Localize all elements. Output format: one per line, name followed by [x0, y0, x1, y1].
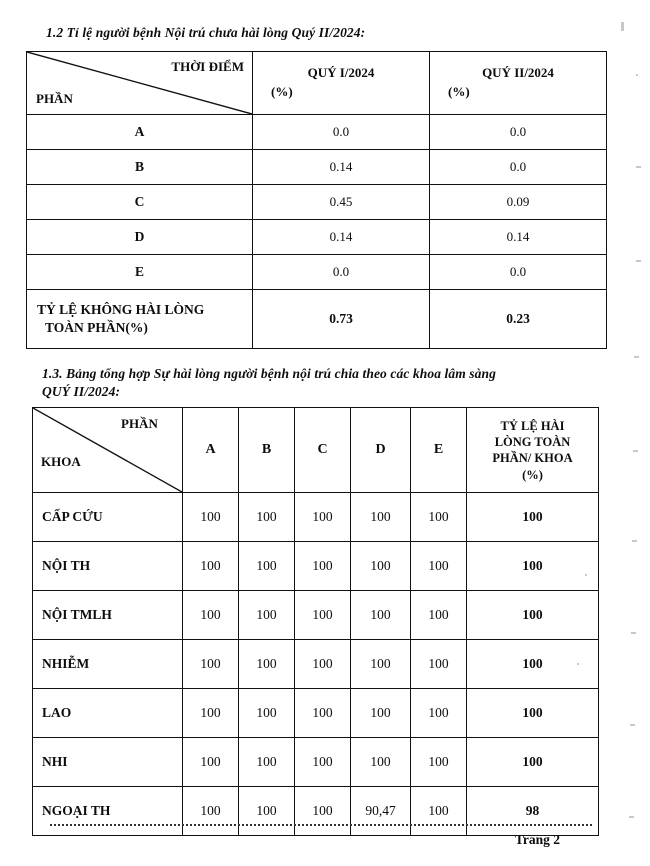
- cell-a: 100: [183, 787, 239, 836]
- scan-speck: [631, 632, 636, 634]
- header-rate-line3: PHẦN/ KHOA: [492, 451, 573, 466]
- cell-b: 100: [239, 542, 295, 591]
- footer-divider: [50, 824, 592, 826]
- corner-diagonal-cell: [27, 51, 253, 114]
- header-rate-line1: TỶ LỆ HÀI: [500, 418, 565, 433]
- scan-speck: [577, 663, 579, 665]
- header-col-e: E: [411, 408, 467, 493]
- scan-speck: [630, 724, 635, 726]
- cell-d: 100: [351, 493, 411, 542]
- cell-b: 100: [239, 787, 295, 836]
- table-row: [33, 640, 599, 689]
- table-row: [27, 184, 607, 219]
- total-label-line2: TOÀN PHẦN(%): [45, 319, 148, 335]
- header-quy-2-unit: (%): [448, 83, 470, 99]
- section-heading-1-3: [42, 365, 616, 401]
- corner-diagonal-cell: [33, 408, 183, 493]
- cell-c: 100: [295, 493, 351, 542]
- table-header-row: [33, 408, 599, 493]
- table-row: [27, 254, 607, 289]
- header-quy-1: [253, 51, 430, 114]
- cell-e: 100: [411, 738, 467, 787]
- cell-total: 100: [467, 738, 599, 787]
- cell-q2: 0.0: [430, 149, 607, 184]
- cell-q2: 0.14: [430, 219, 607, 254]
- total-q1: 0.73: [253, 289, 430, 348]
- scan-speck: [585, 574, 587, 576]
- diagonal-line-icon: [33, 408, 182, 492]
- cell-c: 100: [295, 787, 351, 836]
- section-heading-1-3-line2: QUÝ II/2024:: [42, 383, 121, 399]
- row-department: NỘI TMLH: [33, 591, 183, 640]
- cell-c: 100: [295, 591, 351, 640]
- cell-total: 100: [467, 640, 599, 689]
- table-row: [33, 689, 599, 738]
- table-row: [33, 542, 599, 591]
- corner-label-bottom: KHOA: [41, 454, 81, 470]
- table-row: [27, 219, 607, 254]
- row-department: NỘI TH: [33, 542, 183, 591]
- cell-c: 100: [295, 689, 351, 738]
- total-q2: 0.23: [430, 289, 607, 348]
- header-col-d: D: [351, 408, 411, 493]
- cell-b: 100: [239, 591, 295, 640]
- cell-total: 98: [467, 787, 599, 836]
- page-number: Trang 2: [514, 832, 560, 847]
- header-col-b: B: [239, 408, 295, 493]
- section-heading-1-3-line1: 1.3. Bảng tổng hợp Sự hài lòng người bệnh nội trú chia theo các khoa lâm sàng: [42, 365, 496, 381]
- row-label: E: [27, 254, 253, 289]
- cell-b: 100: [239, 493, 295, 542]
- cell-q2: 0.09: [430, 184, 607, 219]
- row-label: B: [27, 149, 253, 184]
- cell-a: 100: [183, 640, 239, 689]
- cell-e: 100: [411, 640, 467, 689]
- cell-e: 100: [411, 787, 467, 836]
- cell-e: 100: [411, 493, 467, 542]
- header-col-a: A: [183, 408, 239, 493]
- table-row: [33, 591, 599, 640]
- cell-b: 100: [239, 689, 295, 738]
- header-rate-line2: LÒNG TOÀN: [494, 435, 571, 450]
- header-col-c: C: [295, 408, 351, 493]
- scan-speck: [621, 22, 624, 31]
- corner-label-top: THỜI ĐIỂM: [171, 58, 244, 74]
- scan-speck: [636, 74, 638, 76]
- header-quy-1-title: QUÝ I/2024: [307, 64, 375, 80]
- cell-d: 100: [351, 640, 411, 689]
- cell-q1: 0.45: [253, 184, 430, 219]
- header-quy-2-title: QUÝ II/2024: [482, 64, 554, 80]
- cell-q2: 0.0: [430, 114, 607, 149]
- cell-total: 100: [467, 493, 599, 542]
- cell-c: 100: [295, 738, 351, 787]
- cell-q1: 0.0: [253, 254, 430, 289]
- cell-c: 100: [295, 542, 351, 591]
- header-quy-2: [430, 51, 607, 114]
- cell-total: 100: [467, 542, 599, 591]
- table-row: [27, 149, 607, 184]
- total-label: [27, 289, 253, 348]
- scan-speck: [632, 540, 637, 542]
- row-department: CẤP CỨU: [33, 493, 183, 542]
- table-row: [33, 738, 599, 787]
- cell-total: 100: [467, 689, 599, 738]
- cell-d: 90,47: [351, 787, 411, 836]
- cell-e: 100: [411, 689, 467, 738]
- cell-d: 100: [351, 591, 411, 640]
- total-label-line1: TỶ LỆ KHÔNG HÀI LÒNG: [37, 301, 205, 317]
- cell-a: 100: [183, 689, 239, 738]
- cell-d: 100: [351, 689, 411, 738]
- cell-q1: 0.14: [253, 219, 430, 254]
- cell-e: 100: [411, 542, 467, 591]
- page-footer: [26, 824, 616, 848]
- scan-speck: [634, 356, 639, 358]
- cell-total: 100: [467, 591, 599, 640]
- cell-a: 100: [183, 493, 239, 542]
- header-rate-total: [467, 408, 599, 493]
- cell-b: 100: [239, 738, 295, 787]
- header-quy-1-unit: (%): [271, 83, 293, 99]
- row-department: NHI: [33, 738, 183, 787]
- cell-q2: 0.0: [430, 254, 607, 289]
- table-unsatisfied-inpatients: [26, 51, 607, 349]
- row-label: D: [27, 219, 253, 254]
- cell-d: 100: [351, 738, 411, 787]
- row-department: LAO: [33, 689, 183, 738]
- cell-a: 100: [183, 591, 239, 640]
- table-row: [33, 493, 599, 542]
- scan-speck: [633, 450, 638, 452]
- cell-a: 100: [183, 738, 239, 787]
- cell-c: 100: [295, 640, 351, 689]
- cell-a: 100: [183, 542, 239, 591]
- scan-speck: [636, 260, 641, 262]
- table-row: [27, 114, 607, 149]
- corner-label-bottom: PHẦN: [36, 90, 73, 106]
- cell-q1: 0.14: [253, 149, 430, 184]
- table-header-row: [27, 51, 607, 114]
- table-total-row: [27, 289, 607, 348]
- row-label: A: [27, 114, 253, 149]
- table-satisfaction-by-department: [32, 407, 599, 836]
- row-department: NGOẠI TH: [33, 787, 183, 836]
- scan-speck: [629, 816, 634, 818]
- header-rate-line4: (%): [522, 467, 543, 482]
- section-heading-1-2: 1.2 Tỉ lệ người bệnh Nội trú chưa hài lòng Quý II/2024:: [46, 25, 366, 40]
- cell-q1: 0.0: [253, 114, 430, 149]
- row-label: C: [27, 184, 253, 219]
- scan-speck: [636, 166, 641, 168]
- cell-b: 100: [239, 640, 295, 689]
- cell-e: 100: [411, 591, 467, 640]
- cell-d: 100: [351, 542, 411, 591]
- row-department: NHIỄM: [33, 640, 183, 689]
- corner-label-top: PHẦN: [121, 416, 158, 432]
